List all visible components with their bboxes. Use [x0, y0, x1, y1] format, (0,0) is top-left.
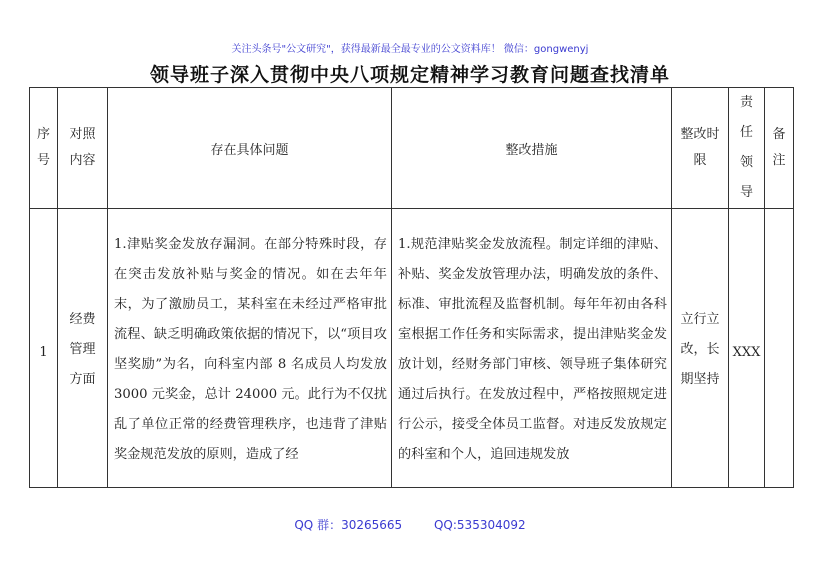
- header-item: 对照 内容: [58, 88, 108, 209]
- footer-qq: QQ:535304092: [433, 518, 526, 532]
- row-item: 经费 管理 方面: [58, 209, 108, 488]
- row-problem: 1.津贴奖金发放存漏洞。在部分特殊时段，存在突击发放补贴与奖金的情况。如在去年年末，为了激励员工，某科室在未经过严格审批流程、缺乏明确政策依据的情况下，以“项目攻坚奖励”为名，向科室内部 8 名成员人均发放 3000 元奖金，总计 24000 元。此行为不仅扰乱了单位正常的经费管理秩序，也违背了津贴奖金规范发放的原则，造成了经: [108, 209, 392, 488]
- header-problem: 存在具体问题: [108, 88, 392, 209]
- table-row: [30, 209, 794, 488]
- row-seq: 1: [30, 209, 58, 488]
- header-leader: 责 任 领 导: [729, 88, 765, 209]
- problem-list-table: [29, 87, 794, 488]
- table-header-row: [30, 88, 794, 209]
- row-remark: [765, 209, 794, 488]
- header-remark: 备 注: [765, 88, 794, 209]
- row-leader: XXX: [729, 209, 765, 488]
- page-title: 领导班子深入贯彻中央八项规定精神学习教育问题查找清单: [149, 64, 670, 86]
- row-measures: 1.规范津贴奖金发放流程。制定详细的津贴、补贴、奖金发放管理办法，明确发放的条件、标准、审批流程及监督机制。每年年初由各科室根据工作任务和实际需求，提出津贴奖金发放计划，经财务部门审核、领导班子集体研究通过后执行。在发放过程中，严格按照规定进行公示，接受全体员工监督。对违反发放规定的科室和个人，追回违规发放: [392, 209, 672, 488]
- row-deadline: 立行立 改，长 期坚持: [672, 209, 729, 488]
- header-notice: 关注头条号"公文研究"，获得最新最全最专业的公文资料库！ 微信：gongwenyj: [231, 44, 589, 55]
- footer-contacts: [0, 516, 820, 533]
- footer-qq-group: QQ 群：30265665: [294, 518, 403, 532]
- header-seq: 序 号: [30, 88, 58, 209]
- header-measures: 整改措施: [392, 88, 672, 209]
- header-deadline: 整改时 限: [672, 88, 729, 209]
